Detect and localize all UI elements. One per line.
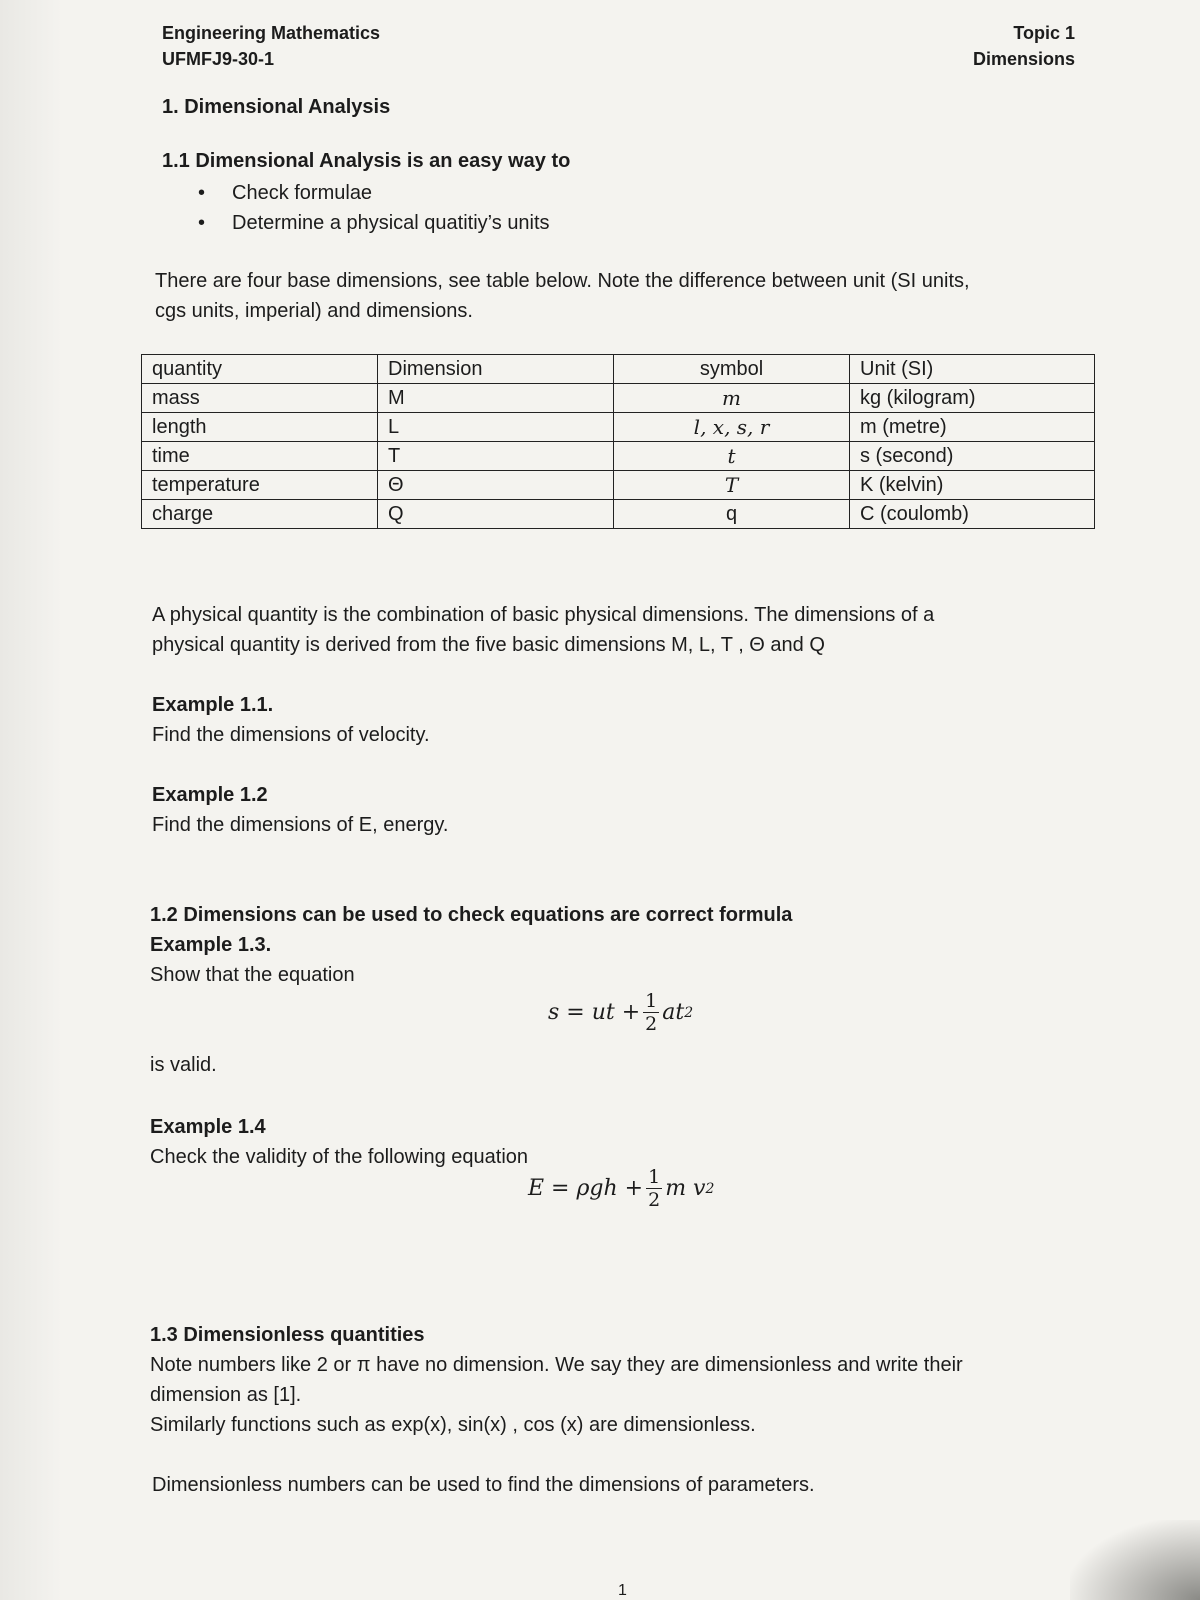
topic-name: Dimensions bbox=[972, 49, 1075, 69]
section-title: 1. Dimensional Analysis bbox=[162, 96, 391, 118]
bullet-item: • Check formulae bbox=[162, 178, 550, 208]
header-right bbox=[973, 20, 1075, 72]
paragraph-line: dimension as [1]. bbox=[150, 1384, 302, 1406]
course-code: UFMFJ9-30-1 bbox=[162, 49, 275, 69]
table-cell: Q bbox=[378, 500, 614, 529]
paragraph-line: Note numbers like 2 or π have no dimension. We say they are dimensionless and write their bbox=[150, 1354, 963, 1376]
fraction-half bbox=[643, 990, 659, 1035]
equation-energy bbox=[528, 1166, 714, 1211]
table-cell: kg (kilogram) bbox=[850, 384, 1095, 413]
example-1-1 bbox=[152, 690, 430, 750]
dimensions-table bbox=[141, 354, 1095, 529]
topic-number: Topic 1 bbox=[1013, 23, 1075, 43]
bullet-item: • Determine a physical quatitiy’s units bbox=[162, 208, 550, 238]
table-cell: M bbox=[378, 384, 614, 413]
table-cell: T bbox=[614, 471, 850, 500]
paragraph-line: A physical quantity is the combination of basic physical dimensions. The dimensions of a bbox=[152, 604, 935, 626]
table-row bbox=[142, 442, 1095, 471]
table-cell: time bbox=[142, 442, 378, 471]
equation-lhs: s = ut + bbox=[548, 1000, 641, 1025]
table-header: Dimension bbox=[378, 355, 614, 384]
table-cell: length bbox=[142, 413, 378, 442]
table-row bbox=[142, 384, 1095, 413]
fraction-denominator: 2 bbox=[645, 1013, 658, 1035]
subsection-title-1-1: 1.1 Dimensional Analysis is an easy way to bbox=[162, 150, 571, 172]
paragraph-line: Similarly functions such as exp(x), sin(x) , cos (x) are dimensionless. bbox=[150, 1414, 756, 1436]
section-1-3 bbox=[150, 1320, 963, 1440]
table-header: Unit (SI) bbox=[850, 355, 1095, 384]
example-text: Find the dimensions of E, energy. bbox=[152, 814, 449, 836]
table-cell: m (metre) bbox=[850, 413, 1095, 442]
fraction-denominator: 2 bbox=[648, 1189, 661, 1211]
example-1-4 bbox=[150, 1112, 528, 1172]
is-valid-text: is valid. bbox=[150, 1054, 217, 1076]
table-cell: C (coulomb) bbox=[850, 500, 1095, 529]
intro-paragraph bbox=[155, 266, 970, 326]
equation-rhs: at bbox=[662, 1000, 685, 1025]
table-row bbox=[142, 413, 1095, 442]
example-title: Example 1.2 bbox=[152, 784, 268, 806]
paragraph-line: physical quantity is derived from the five basic dimensions M, L, T , Θ and Q bbox=[152, 634, 825, 656]
equation-lhs: E = ρgh + bbox=[528, 1176, 644, 1201]
subsection-title-1-2: 1.2 Dimensions can be used to check equations are correct formula bbox=[150, 904, 793, 926]
table-cell: Θ bbox=[378, 471, 614, 500]
physical-quantity-paragraph bbox=[152, 600, 934, 660]
table-cell: temperature bbox=[142, 471, 378, 500]
table-cell: l, x, s, r bbox=[614, 413, 850, 442]
example-title: Example 1.4 bbox=[150, 1116, 266, 1138]
equation-motion bbox=[548, 990, 693, 1035]
dimensionless-numbers-text: Dimensionless numbers can be used to find the dimensions of parameters. bbox=[152, 1474, 815, 1496]
section-1-2 bbox=[150, 900, 792, 990]
table-cell: mass bbox=[142, 384, 378, 413]
table-header: symbol bbox=[614, 355, 850, 384]
fraction-numerator: 1 bbox=[645, 990, 658, 1012]
course-title: Engineering Mathematics bbox=[162, 23, 381, 43]
intro-line: There are four base dimensions, see table below. Note the difference between unit (SI units, bbox=[155, 270, 970, 292]
page-number: 1 bbox=[618, 1582, 627, 1599]
table-header-row bbox=[142, 355, 1095, 384]
table-cell: t bbox=[614, 442, 850, 471]
example-title: Example 1.1. bbox=[152, 694, 274, 716]
subsection-title-1-3: 1.3 Dimensionless quantities bbox=[150, 1324, 425, 1346]
table-cell: s (second) bbox=[850, 442, 1095, 471]
equation-exponent: 2 bbox=[684, 1004, 694, 1021]
table-row bbox=[142, 500, 1095, 529]
table-cell: charge bbox=[142, 500, 378, 529]
table-header: quantity bbox=[142, 355, 378, 384]
bullet-list bbox=[162, 178, 550, 238]
equation-exponent: 2 bbox=[705, 1180, 715, 1197]
example-1-2 bbox=[152, 780, 448, 840]
table-cell: T bbox=[378, 442, 614, 471]
table-cell: m bbox=[614, 384, 850, 413]
example-text: Find the dimensions of velocity. bbox=[152, 724, 430, 746]
table-cell: K (kelvin) bbox=[850, 471, 1095, 500]
table-cell: q bbox=[614, 500, 850, 529]
table-row bbox=[142, 471, 1095, 500]
header-left bbox=[162, 20, 380, 72]
equation-rhs: m v bbox=[665, 1176, 706, 1201]
table-cell: L bbox=[378, 413, 614, 442]
example-text: Show that the equation bbox=[150, 964, 355, 986]
example-title: Example 1.3. bbox=[150, 934, 272, 956]
intro-line: cgs units, imperial) and dimensions. bbox=[155, 300, 473, 322]
example-text: Check the validity of the following equation bbox=[150, 1146, 529, 1168]
fraction-numerator: 1 bbox=[648, 1166, 661, 1188]
scan-smudge bbox=[1070, 1520, 1200, 1600]
fraction-half bbox=[646, 1166, 662, 1211]
